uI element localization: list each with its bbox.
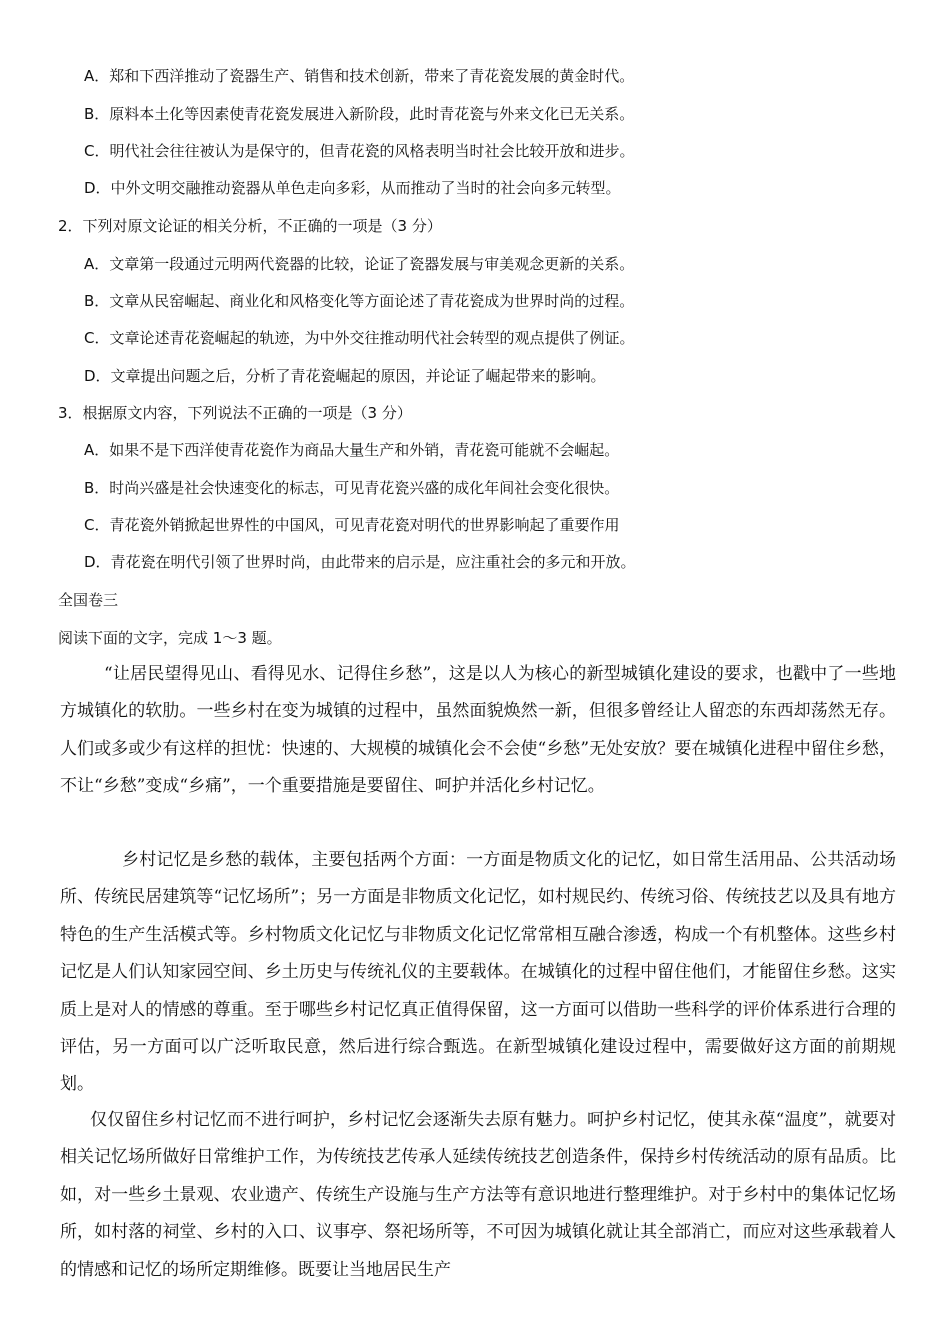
q3-option-b: B．时尚兴盛是社会快速变化的标志，可见青花瓷兴盛的成化年间社会变化很快。 [84, 479, 620, 497]
q1-option-b: B．原料本土化等因素使青花瓷发展进入新阶段，此时青花瓷与外来文化已无关系。 [84, 105, 635, 123]
section-title: 全国卷三 [58, 591, 119, 609]
q2-option-c: C．文章论述青花瓷崛起的轨迹，为中外交往推动明代社会转型的观点提供了例证。 [84, 329, 635, 347]
q2-option-b: B．文章从民窑崛起、商业化和风格变化等方面论述了青花瓷成为世界时尚的过程。 [84, 292, 635, 310]
q3-option-a: A．如果不是下西洋使青花瓷作为商品大量生产和外销，青花瓷可能就不会崛起。 [84, 441, 620, 459]
q1-option-d: D．中外文明交融推动瓷器从单色走向多彩，从而推动了当时的社会向多元转型。 [84, 179, 621, 197]
q2-option-a: A．文章第一段通过元明两代瓷器的比较，论证了瓷器发展与审美观念更新的关系。 [84, 255, 635, 273]
q1-option-a: A．郑和下西洋推动了瓷器生产、销售和技术创新，带来了青花瓷发展的黄金时代。 [84, 67, 635, 85]
q3-stem: 3．根据原文内容，下列说法不正确的一项是（3 分） [58, 404, 412, 422]
q3-option-d: D．青花瓷在明代引领了世界时尚，由此带来的启示是，应注重社会的多元和开放。 [84, 553, 636, 571]
q2-option-d: D．文章提出问题之后，分析了青花瓷崛起的原因，并论证了崛起带来的影响。 [84, 367, 606, 385]
passage-paragraph-3: 仅仅留住乡村记忆而不进行呵护，乡村记忆会逐渐失去原有魅力。呵护乡村记忆，使其永葆“温度”，就要对相关记忆场所做好日常维护工作，为传统技艺传承人延续传统技艺创造条件，保持乡村传统活动的原有品质。比如，对一些乡土景观、农业遗产、传统生产设施与生产方法等有意识地进行整理维护。对于乡村中的集体记忆场所，如村落的祠堂、乡村的入口、议事亭、祭祀场所等，不可因为城镇化就让其全部消亡，而应对这些承载着人的情感和记忆的场所定期维修。既要让当地居民生产 [60, 1110, 896, 1280]
q2-stem: 2．下列对原文论证的相关分析，不正确的一项是（3 分） [58, 217, 442, 235]
q3-option-c: C．青花瓷外销掀起世界性的中国风，可见青花瓷对明代的世界影响起了重要作用 [84, 516, 620, 534]
q1-option-c: C．明代社会往往被认为是保守的，但青花瓷的风格表明当时社会比较开放和进步。 [84, 142, 635, 160]
passage-paragraph-1: “让居民望得见山、看得见水、记得住乡愁”，这是以人为核心的新型城镇化建设的要求，也戳中了一些地方城镇化的软肋。一些乡村在变为城镇的过程中，虽然面貌焕然一新，但很多曾经让人留恋的东西却荡然无存。人们或多或少有这样的担忧：快速的、大规模的城镇化会不会使“乡愁”无处安放？要在城镇化进程中留住乡愁，不让“乡愁”变成“乡痛”，一个重要措施是要留住、呵护并活化乡村记忆。 [60, 664, 896, 797]
passage-paragraph-2: 乡村记忆是乡愁的载体，主要包括两个方面：一方面是物质文化的记忆，如日常生活用品、公共活动场所、传统民居建筑等“记忆场所”；另一方面是非物质文化记忆，如村规民约、传统习俗、传统技艺以及具有地方特色的生产生活模式等。乡村物质文化记忆与非物质文化记忆常常相互融合渗透，构成一个有机整体。这些乡村记忆是人们认知家园空间、乡土历史与传统礼仪的主要载体。在城镇化的过程中留住他们，才能留住乡愁。这实质上是对人的情感的尊重。至于哪些乡村记忆真正值得保留，这一方面可以借助一些科学的评价体系进行合理的评估，另一方面可以广泛听取民意，然后进行综合甄选。在新型城镇化建设过程中，需要做好这方面的前期规划。 [60, 850, 896, 1095]
reading-instruction: 阅读下面的文字，完成 1～3 题。 [58, 629, 282, 647]
